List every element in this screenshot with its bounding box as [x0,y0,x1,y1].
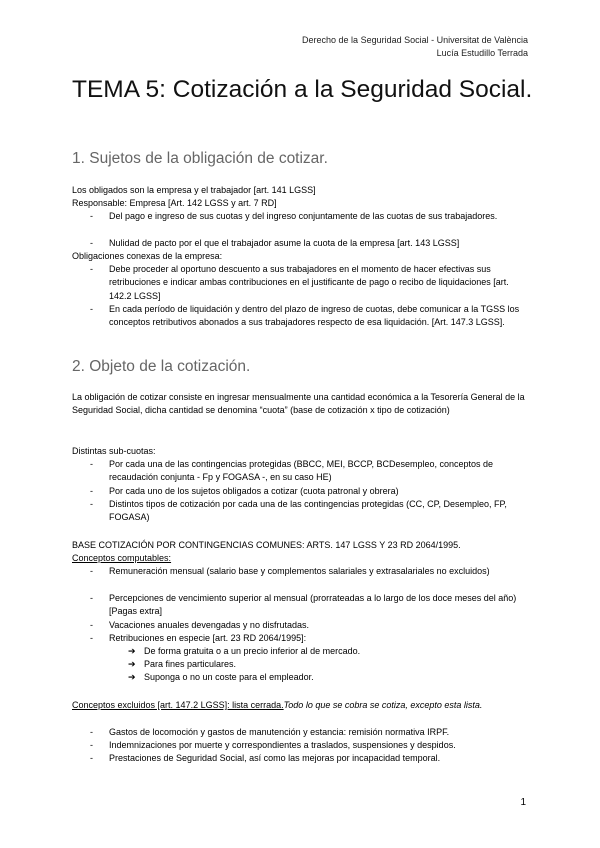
list-item [90,485,530,498]
dash-marker: - [90,238,93,248]
list-item-text: Por cada una de las contingencias protegidas (BBCC, MEI, BCCP, BCDesempleo, conceptos de recaudación conjunta - Fp y FOGASA -, en su caso HE) [109,459,494,483]
paragraph: Responsable: Empresa [Art. 142 LGSS y art. 7 RD] [72,198,277,208]
sub-list-item [128,645,528,658]
document-title: TEMA 5: Cotización a la Seguridad Social. [72,76,533,103]
paragraph: La obligación de cotizar consiste en ingresar mensualmente una cantidad económica a la Tesorería General de la Seguridad Social, dicha cantidad se denomina “cuota” (base de cotización x tipo de cotización) [72,392,525,416]
list-item [90,752,530,765]
list-item [90,726,530,739]
list-item [90,263,530,303]
arrow-icon: ➔ [128,659,136,669]
dash-marker: - [90,211,93,221]
header-line-2: Lucía Estudillo Terrada [436,48,528,58]
paragraph: Los obligados son la empresa y el trabajador [art. 141 LGSS] [72,185,316,195]
list-item [90,458,530,485]
excluded-label: Conceptos excluidos [art. 147.2 LGSS]: lista cerrada. [72,700,284,710]
dash-marker: - [90,486,93,496]
sub-list-item-text: Para fines particulares. [144,659,237,669]
dash-marker: - [90,740,93,750]
list-item-text: Por cada uno de los sujetos obligados a cotizar (cuota patronal y obrera) [109,486,399,496]
computables-label: Conceptos computables: [72,553,172,563]
arrow-icon: ➔ [128,672,136,682]
list-item [90,565,530,578]
list-item [90,303,530,330]
dash-marker: - [90,633,93,643]
list-item-text: Del pago e ingreso de sus cuotas y del ingreso conjuntamente de las cuotas de sus trabajadores. [109,211,498,221]
sub-list-item-text: De forma gratuita o a un precio inferior al de mercado. [144,646,361,656]
list-item [90,632,530,645]
base-cotizacion-title: BASE COTIZACIÓN POR CONTINGENCIAS COMUNES: ARTS. 147 LGSS Y 23 RD 2064/1995. [72,540,461,550]
list-item-text: Vacaciones anuales devengadas y no disfrutadas. [109,620,309,630]
paragraph: Distintas sub-cuotas: [72,446,156,456]
excluded-note: Todo lo que se cobra se cotiza, excepto esta lista. [283,700,483,710]
page-header [302,34,528,60]
list-item-text: Debe proceder al oportuno descuento a sus trabajadores en el momento de hacer efectivas sus retribuciones e indicar ambas contribuciones en el justificante de pago o recibo de liquidaciones [art. 142.2 LGSS] [109,264,509,301]
dash-marker: - [90,264,93,274]
section-1-heading: 1. Sujetos de la obligación de cotizar. [72,150,328,167]
list-item [90,498,530,525]
dash-marker: - [90,459,93,469]
list-item-text: Gastos de locomoción y gastos de manutención y estancia: remisión normativa IRPF. [109,727,450,737]
list-item [90,210,530,223]
dash-marker: - [90,566,93,576]
dash-marker: - [90,753,93,763]
section-2-heading: 2. Objeto de la cotización. [72,358,251,375]
list-item [90,619,530,632]
sub-list-item [128,671,528,684]
list-item-text: Nulidad de pacto por el que el trabajador asume la cuota de la empresa [art. 143 LGSS] [109,238,460,248]
sub-list-item-text: Suponga o no un coste para el empleador. [144,672,314,682]
list-item-text: Percepciones de vencimiento superior al mensual (prorrateadas a lo largo de los doce meses del año) [Pagas extra] [109,593,517,617]
list-item-text: Remuneración mensual (salario base y complementos salariales y extrasalariales no excluidos) [109,566,490,576]
list-item [90,237,530,250]
paragraph: Obligaciones conexas de la empresa: [72,251,223,261]
list-item-text: Prestaciones de Seguridad Social, así como las mejoras por incapacidad temporal. [109,753,441,763]
list-item-text: En cada período de liquidación y dentro del plazo de ingreso de cuotas, debe comunicar a la TGSS los conceptos retributivos abonados a sus trabajadores respecto de esa liquidación. [Art. 147.3 LGSS]. [109,304,520,328]
dash-marker: - [90,727,93,737]
list-item [90,592,530,619]
arrow-icon: ➔ [128,646,136,656]
dash-marker: - [90,593,93,603]
page-number: 1 [520,797,526,808]
dash-marker: - [90,620,93,630]
excluded-line [72,699,542,712]
list-item-text: Indemnizaciones por muerte y correspondientes a traslados, suspensiones y despidos. [109,740,456,750]
list-item [90,739,530,752]
dash-marker: - [90,499,93,509]
sub-list-item [128,658,528,671]
header-line-1: Derecho de la Seguridad Social - Universitat de València [302,35,528,45]
list-item-text: Distintos tipos de cotización por cada una de las contingencias protegidas (CC, CP, Desempleo, FP, FOGASA) [109,499,507,523]
list-item-text: Retribuciones en especie [art. 23 RD 2064/1995]: [109,633,307,643]
dash-marker: - [90,304,93,314]
